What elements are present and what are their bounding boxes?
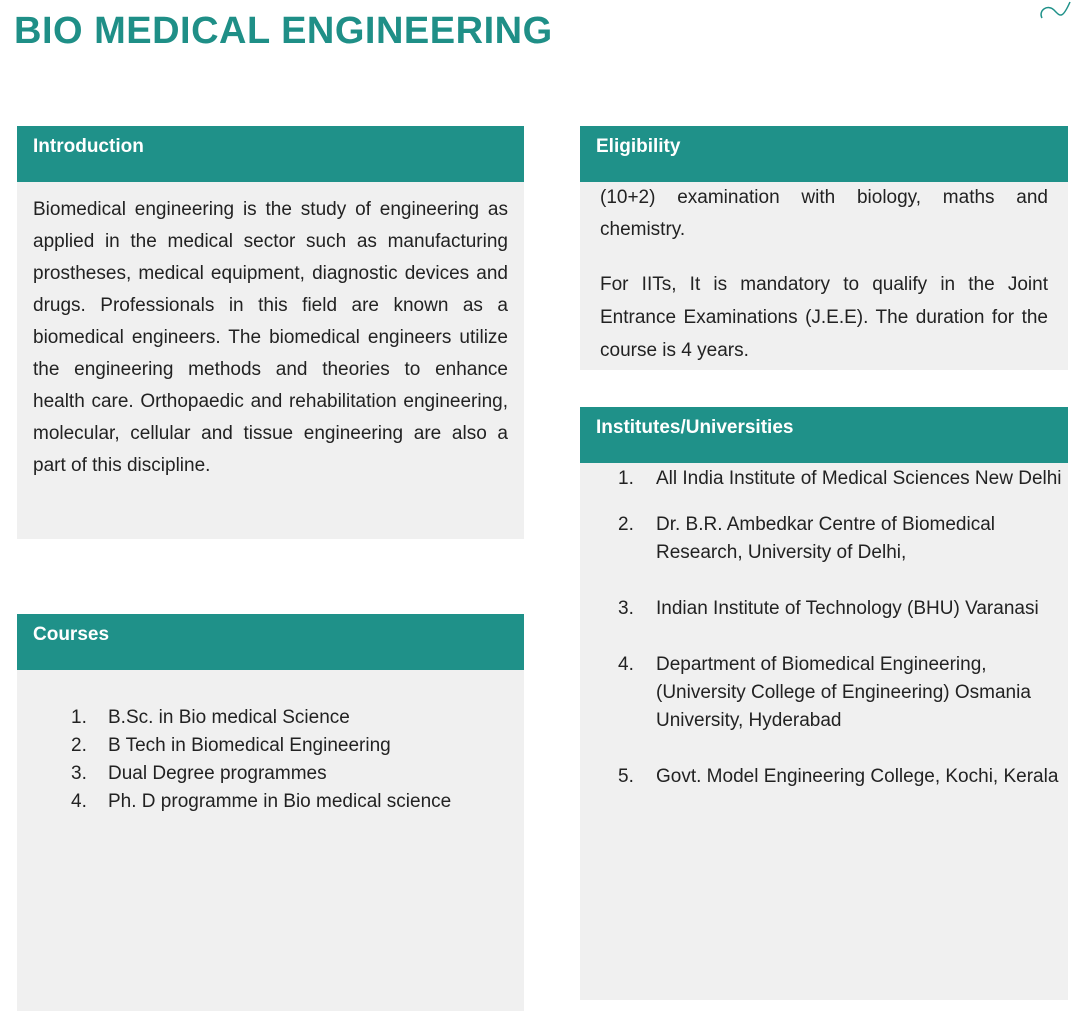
list-item-text: Govt. Model Engineering College, Kochi, Kerala bbox=[656, 766, 1059, 787]
institutes-heading: Institutes/Universities bbox=[580, 407, 1068, 463]
list-item bbox=[618, 763, 1064, 791]
list-item bbox=[71, 788, 504, 816]
eligibility-card bbox=[580, 126, 1068, 370]
list-item-number: 3. bbox=[71, 763, 87, 784]
list-item-text: B.Sc. in Bio medical Science bbox=[108, 707, 350, 728]
list-item-number: 3. bbox=[618, 598, 634, 619]
list-item-number: 2. bbox=[71, 735, 87, 756]
eligibility-paragraph-2: For IITs, It is mandatory to qualify in the Joint Entrance Examinations (J.E.E). The duration for the course is 4 years. bbox=[600, 274, 1048, 361]
institutes-list bbox=[580, 463, 1068, 791]
list-item bbox=[618, 465, 1064, 493]
courses-list bbox=[17, 670, 524, 816]
list-item-text: Department of Biomedical Engineering, (University College of Engineering) Osmania University, Hyderabad bbox=[656, 654, 1031, 731]
eligibility-paragraph-1: (10+2) examination with biology, maths and chemistry. bbox=[600, 187, 1048, 240]
list-item-text: Indian Institute of Technology (BHU) Varanasi bbox=[656, 598, 1039, 619]
list-item bbox=[618, 651, 1064, 735]
list-item bbox=[618, 511, 1064, 567]
list-item-text: B Tech in Biomedical Engineering bbox=[108, 735, 391, 756]
list-item-text: All India Institute of Medical Sciences New Delhi bbox=[656, 468, 1062, 489]
introduction-card bbox=[17, 126, 524, 539]
list-item bbox=[618, 595, 1064, 623]
institutes-card bbox=[580, 407, 1068, 1000]
courses-card bbox=[17, 614, 524, 1011]
list-item bbox=[71, 704, 504, 732]
list-item-text: Dual Degree programmes bbox=[108, 763, 327, 784]
courses-heading: Courses bbox=[17, 614, 524, 670]
introduction-heading: Introduction bbox=[17, 126, 524, 182]
list-item-number: 5. bbox=[618, 766, 634, 787]
decorative-swirl-icon bbox=[1036, 0, 1076, 22]
list-item-number: 1. bbox=[618, 468, 634, 489]
list-item-text: Dr. B.R. Ambedkar Centre of Biomedical Research, University of Delhi, bbox=[656, 514, 995, 563]
introduction-text: Biomedical engineering is the study of engineering as applied in the medical sector such as manufacturing prostheses, medical equipment, diagnostic devices and drugs. Professionals in this field are known as a biomedical engineers. The biomedical engineers utilize the engineering methods and theories to enhance health care. Orthopaedic and rehabilitation engineering, molecular, cellular and tissue engineering are also a part of this discipline. bbox=[33, 199, 508, 476]
list-item-number: 1. bbox=[71, 707, 87, 728]
eligibility-heading: Eligibility bbox=[580, 126, 1068, 182]
list-item bbox=[71, 760, 504, 788]
list-item-text: Ph. D programme in Bio medical science bbox=[108, 791, 452, 812]
list-item-number: 2. bbox=[618, 514, 634, 535]
list-item-number: 4. bbox=[618, 654, 634, 675]
list-item-number: 4. bbox=[71, 791, 87, 812]
page-title: BIO MEDICAL ENGINEERING bbox=[14, 10, 553, 52]
list-item bbox=[71, 732, 504, 760]
